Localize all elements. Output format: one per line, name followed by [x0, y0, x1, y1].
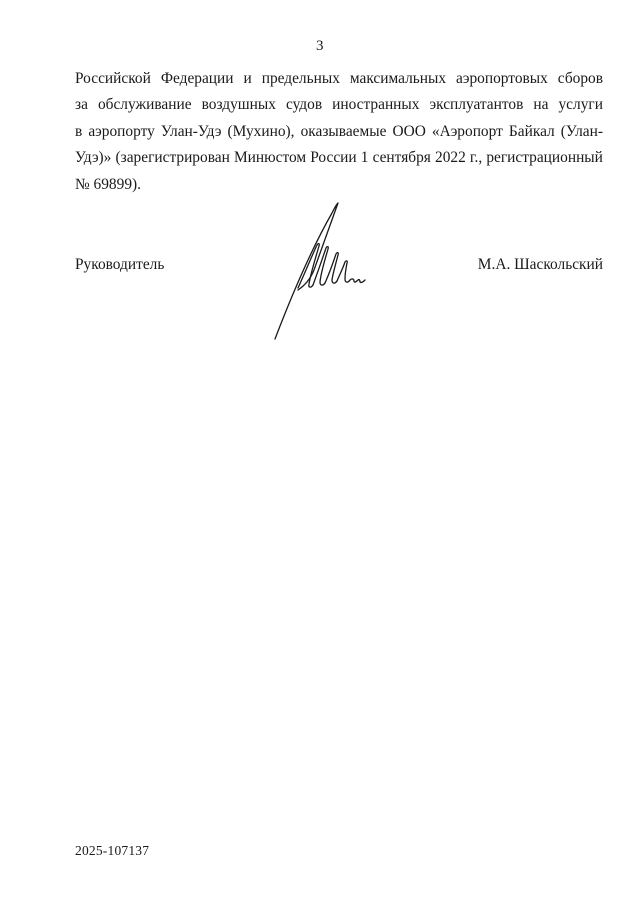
body-paragraph: [75, 66, 603, 198]
body-word: г.,: [469, 149, 483, 167]
body-word: на: [533, 96, 549, 114]
body-word: (Улан-: [560, 122, 603, 140]
body-word: ООО: [392, 122, 426, 140]
body-word: Минюстом: [233, 149, 307, 167]
body-word: эксплуатантов: [429, 96, 524, 114]
body-word: 1: [360, 149, 369, 167]
body-word: максимальных: [349, 70, 447, 87]
body-word: аэропорту: [88, 122, 155, 140]
body-line: [75, 119, 603, 145]
body-word: оказываемые: [300, 122, 387, 140]
body-word: Российской: [75, 70, 151, 87]
body-word: (зарегистрирован: [115, 149, 230, 167]
body-line: [75, 145, 603, 171]
page-number: 3: [316, 38, 324, 54]
body-word: воздушных: [201, 96, 276, 114]
body-word: услуги: [558, 96, 603, 114]
body-line: [75, 92, 603, 118]
body-word: сборов: [557, 70, 603, 87]
body-word: обслуживание: [97, 96, 192, 114]
body-word: за: [75, 96, 88, 114]
body-word: Удэ)»: [75, 149, 112, 167]
body-word: сентября: [372, 149, 431, 167]
position-title: Руководитель: [75, 256, 165, 273]
body-word: Федерации: [160, 70, 234, 87]
body-word: Байкал: [508, 122, 555, 140]
body-word: России: [310, 149, 357, 167]
body-word: иностранных: [332, 96, 420, 114]
body-word: регистрационный: [486, 149, 603, 167]
document-code: 2025-107137: [75, 843, 150, 858]
handwritten-signature-icon: [268, 200, 368, 342]
signer-name: М.А. Шаскольский: [477, 256, 603, 273]
body-word: в: [75, 122, 83, 140]
body-line: [75, 66, 603, 92]
body-word: «Аэропорт: [431, 122, 503, 140]
body-word: аэропортовых: [456, 70, 548, 87]
body-word: Улан-Удэ: [160, 122, 222, 140]
body-word: предельных: [261, 70, 340, 87]
body-word: 2022: [435, 149, 466, 167]
body-word: судов: [285, 96, 323, 114]
body-word: (Мухино),: [227, 122, 295, 140]
body-line: [75, 172, 603, 198]
body-word: № 69899).: [75, 175, 141, 193]
body-word: и: [243, 70, 252, 87]
